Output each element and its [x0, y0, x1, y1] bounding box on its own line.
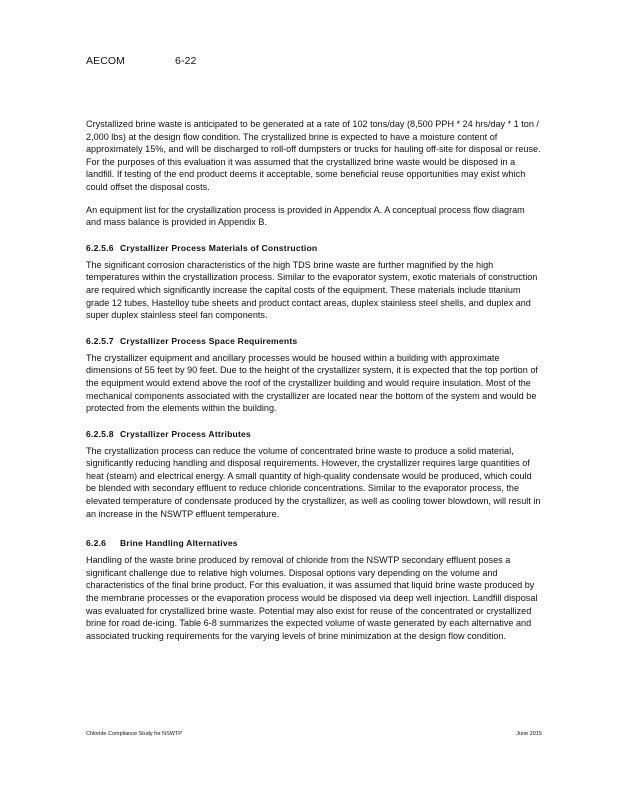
section-paragraph: The crystallizer equipment and ancillary processes would be housed within a building with approximate dimensions of 55 feet by 90 feet. Due to the height of the crystallizer system, it is expected that the top portion of the equipment would extend above the roof of the crystallizer building and would require insulation. Most of the mechanical components associated with the crystallizer are located near the bottom of the system and would be protected from the elements within the building. [86, 352, 538, 414]
section-number: 6.2.5.8 [86, 428, 114, 439]
section-paragraph: Handling of the waste brine produced by removal of chloride from the NSWTP secondary effluent poses a significant challenge due to relative high volumes. Disposal options vary depending on the volume and characteristics of the final brine product. For this evaluation, it was assumed that liquid brine waste produced by the membrane processes or the evaporation process would be disposed via deep well injection. Landfill disposal was evaluated for crystallized brine waste. Potential may also exist for reuse of the concentrated or crystallized brine for road de-icing. Table 6-8 summarizes the expected volume of waste generated by each alternative and associated trucking requirements for the varying levels of brine minimization at the design flow condition. [86, 555, 538, 641]
section-title: Crystallizer Process Attributes [120, 428, 252, 439]
section-number: 6.2.5.6 [86, 242, 114, 253]
page-footer [86, 731, 542, 737]
footer-title: Chloride Compliance Study for NSWTP [86, 731, 182, 737]
section-heading [86, 336, 542, 346]
section-paragraph: The crystallization process can reduce the volume of concentrated brine waste to produce a solid material, significantly reducing handling and disposal requirements. However, the crystallizer requires large quantities of heat (steam) and electrical energy. A small quantity of high-quality condensate would be produced, which could be blended with secondary effluent to reduce chloride concentrations. Similar to the evaporator process, the elevated temperature of condensate produced by the crystallizer, as well as cooling tower blowdown, will result in an increase in the NSWTP effluent temperature. [86, 445, 541, 519]
header-page-number: 6-22 [175, 55, 197, 67]
page-header [86, 55, 196, 67]
section-heading [86, 538, 542, 548]
paragraph: An equipment list for the crystallization process is provided in Appendix A. A conceptual process flow diagram and mass balance is provided in Appendix B. [86, 204, 525, 228]
section-paragraph: The significant corrosion characteristics of the high TDS brine waste are further magnified by the high temperatures within the crystallization process. Similar to the evaporator system, exotic materials of construction are required which significantly increase the capital costs of the equipment. These materials include titanium grade 12 tubes, Hastelloy tube sheets and product contact areas, duplex stainless steel shells, and duplex and super duplex stainless steel fan components. [86, 259, 538, 321]
footer-date: June 2015 [516, 731, 542, 737]
section-number: 6.2.5.7 [86, 335, 114, 346]
document-body [86, 118, 542, 652]
section-title: Crystallizer Process Materials of Construction [120, 242, 318, 253]
section-heading [86, 243, 542, 253]
section-title: Brine Handling Alternatives [120, 538, 238, 549]
header-org: AECOM [86, 55, 126, 67]
section-title: Crystallizer Process Space Requirements [120, 335, 298, 346]
section-heading [86, 429, 542, 439]
paragraph: Crystallized brine waste is anticipated to be generated at a rate of 102 tons/day (8,500 PPH * 24 hrs/day * 1 ton / 2,000 lbs) at the design flow condition. The crystallized brine is expected to have a moisture content of approximately 15%, and will be discharged to roll-off dumpsters or trucks for hauling off-site for disposal or reuse. For the purposes of this evaluation it was assumed that the crystallized brine waste would be disposed in a landfill. If testing of the end product deems it acceptable, some beneficial reuse opportunities may exist which could offset the disposal costs. [86, 119, 541, 192]
section-number: 6.2.6 [86, 538, 107, 549]
